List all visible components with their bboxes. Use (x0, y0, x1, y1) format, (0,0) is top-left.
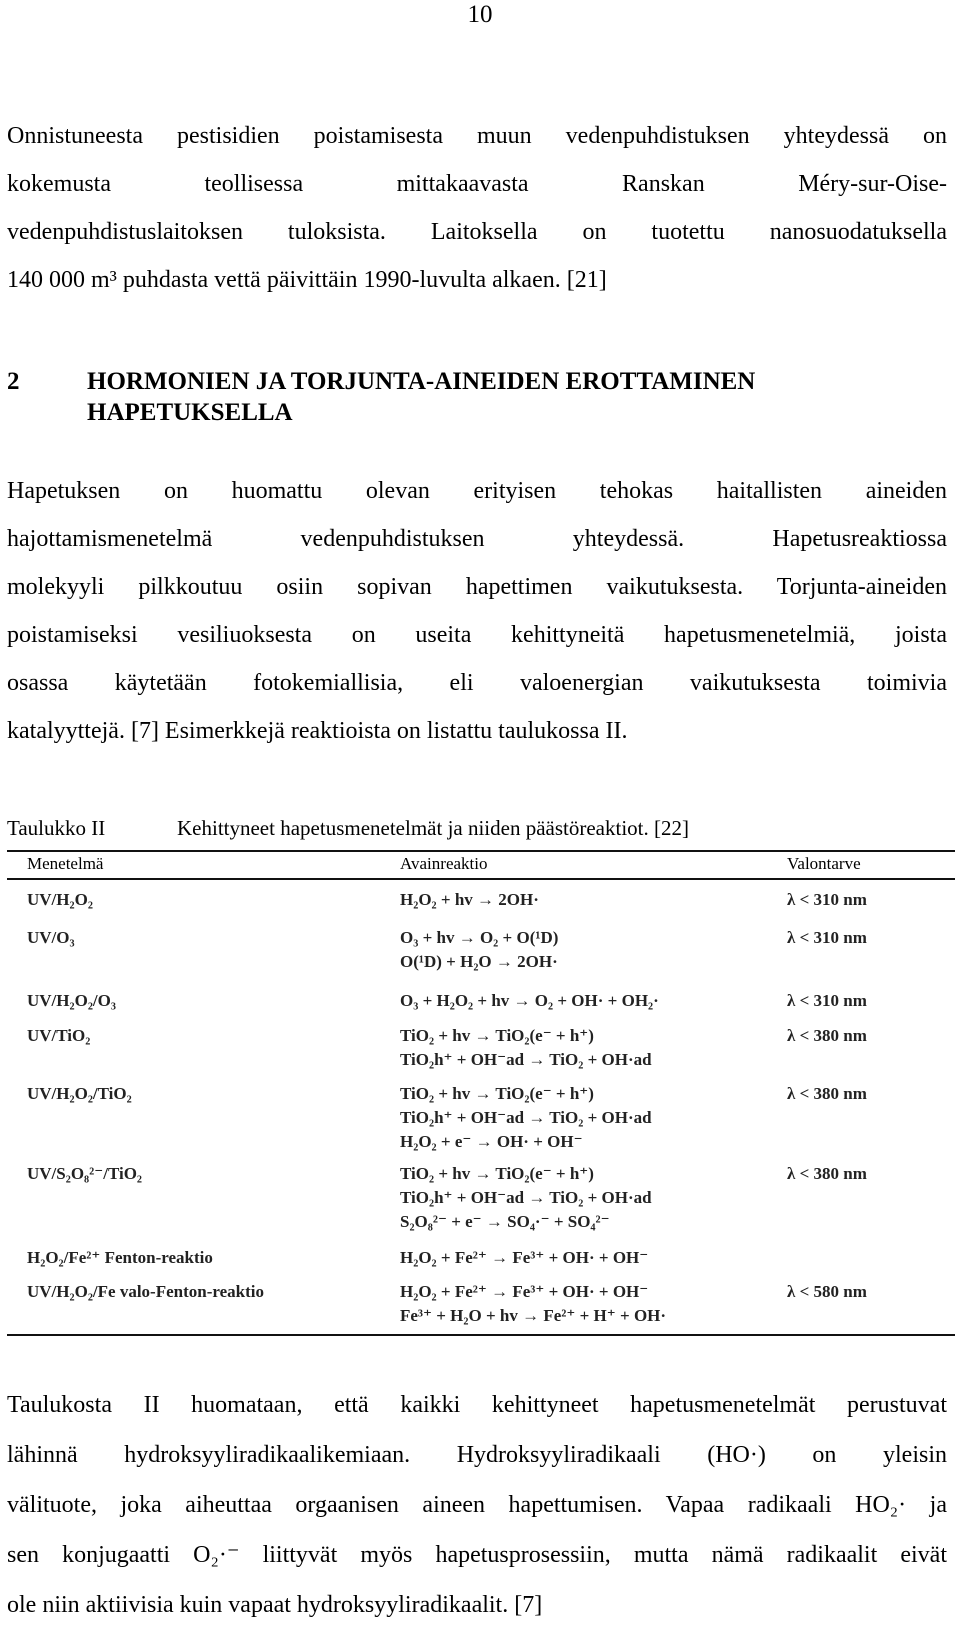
reaction-line: H₂O₂ + hv → 2OH· (400, 890, 539, 909)
cell-light: λ < 380 nm (787, 1026, 867, 1045)
page-number: 10 (467, 1, 493, 28)
reactions-table (7, 848, 955, 1338)
text-line: Hapetuksen on huomattu olevan erityisen tehokas haitallisten aineiden (7, 478, 947, 504)
text-line: katalyyttejä. [7] Esimerkkejä reaktioista on listattu taulukossa II. (7, 718, 628, 744)
table-caption-label: Taulukko II (7, 816, 106, 840)
text-line: Onnistuneesta pestisidien poistamisesta muun vedenpuhdistuksen yhteydessä on (7, 123, 947, 149)
reaction-line: TiO₂ + hv → TiO₂(e⁻ + h⁺) (400, 1164, 594, 1183)
reaction-line: O₃ + hv → O₂ + O(¹D) (400, 928, 559, 947)
reaction-line: H₂O₂ + Fe²⁺ → Fe³⁺ + OH· + OH⁻ (400, 1282, 649, 1301)
cell-method: UV/H₂O₂/O₃ (27, 991, 116, 1010)
section-number: 2 (7, 368, 20, 395)
text-line: 140 000 m³ puhdasta vettä päivittäin 1990-luvulta alkaen. [21] (7, 267, 607, 293)
cell-method: UV/S₂O₈²⁻/TiO₂ (27, 1164, 143, 1183)
cell-light: λ < 310 nm (787, 890, 867, 909)
closing-paragraph (7, 1380, 947, 1630)
cell-reaction (400, 1246, 648, 1270)
cell-reaction (400, 989, 659, 1013)
text-line: kokemusta teollisessa mittakaavasta Ranskan Méry-sur-Oise- (7, 171, 947, 197)
cell-reaction (400, 1024, 652, 1072)
text-line: Taulukosta II huomataan, että kaikki kehittyneet hapetusmenetelmät perustuvat (7, 1392, 947, 1418)
reaction-line: TiO₂ + hv → TiO₂(e⁻ + h⁺) (400, 1026, 594, 1045)
table-rule-header (7, 878, 955, 880)
text-line: ole niin aktiivisia kuin vapaat hydroksyyliradikaalit. [7] (7, 1592, 543, 1618)
cell-reaction (400, 1082, 652, 1154)
text-line: lähinnä hydroksyyliradikaalikemiaan. Hydroksyyliradikaali (HO·) on yleisin (7, 1442, 947, 1468)
reaction-line: Fe³⁺ + H₂O + hv → Fe²⁺ + H⁺ + OH· (400, 1306, 667, 1325)
reaction-line: TiO₂h⁺ + OH⁻ad → TiO₂ + OH·ad (400, 1188, 652, 1207)
section-heading (7, 366, 755, 428)
reaction-line: TiO₂h⁺ + OH⁻ad → TiO₂ + OH·ad (400, 1050, 652, 1069)
cell-light: λ < 310 nm (787, 928, 867, 947)
text-line: poistamiseksi vesiliuoksesta on useita kehittyneitä hapetusmenetelmiä, joista (7, 622, 947, 648)
header-reaction: Avainreaktio (400, 854, 488, 873)
reaction-line: H₂O₂ + e⁻ → OH· + OH⁻ (400, 1132, 583, 1151)
header-method: Menetelmä (27, 854, 104, 873)
text-line: molekyyli pilkkoutuu osiin sopivan hapettimen vaikutuksesta. Torjunta-aineiden (7, 574, 947, 600)
reaction-line: TiO₂h⁺ + OH⁻ad → TiO₂ + OH·ad (400, 1108, 652, 1127)
text-line: välituote, joka aiheuttaa orgaanisen aineen hapettumisen. Vapaa radikaali HO₂· ja (7, 1492, 947, 1518)
table-caption-text: Kehittyneet hapetusmenetelmät ja niiden päästöreaktiot. [22] (177, 816, 689, 840)
intro-paragraph (7, 112, 947, 304)
cell-reaction (400, 1162, 652, 1234)
cell-method: UV/H₂O₂ (27, 890, 93, 909)
cell-method: H₂O₂/Fe²⁺ Fenton-reaktio (27, 1248, 213, 1267)
reaction-line: H₂O₂ + Fe²⁺ → Fe³⁺ + OH· + OH⁻ (400, 1248, 649, 1267)
reaction-line: TiO₂ + hv → TiO₂(e⁻ + h⁺) (400, 1084, 594, 1103)
cell-reaction (400, 888, 539, 912)
cell-light: λ < 580 nm (787, 1282, 867, 1301)
text-line: vedenpuhdistuslaitoksen tuloksista. Laitoksella on tuotettu nanosuodatuksella (7, 219, 947, 245)
cell-light: λ < 380 nm (787, 1164, 867, 1183)
table-rule-bottom (7, 1334, 955, 1336)
table-caption (7, 815, 689, 841)
table-rule-top (7, 850, 955, 852)
reaction-line: O(¹D) + H₂O → 2OH· (400, 952, 558, 971)
cell-reaction (400, 1280, 666, 1328)
cell-method: UV/O₃ (27, 928, 75, 947)
cell-method: UV/H₂O₂/Fe valo-Fenton-reaktio (27, 1282, 264, 1301)
reaction-line: O₃ + H₂O₂ + hv → O₂ + OH· + OH₂· (400, 991, 659, 1010)
body-paragraph (7, 467, 947, 755)
text-line: sen konjugaatti O₂·⁻ liittyvät myös hapetusprosessiin, mutta nämä radikaalit eivät (7, 1542, 947, 1568)
cell-method: UV/H₂O₂/TiO₂ (27, 1084, 132, 1103)
cell-reaction (400, 926, 558, 974)
text-line: hajottamismenetelmä vedenpuhdistuksen yhteydessä. Hapetusreaktiossa (7, 526, 947, 552)
header-light: Valontarve (787, 854, 861, 873)
text-line: osassa käytetään fotokemiallisia, eli valoenergian vaikutuksesta toimivia (7, 670, 947, 696)
cell-light: λ < 310 nm (787, 991, 867, 1010)
reaction-line: S₂O₈²⁻ + e⁻ → SO₄·⁻ + SO₄²⁻ (400, 1212, 610, 1231)
section-title-line1: HORMONIEN JA TORJUNTA-AINEIDEN EROTTAMINEN (87, 368, 756, 395)
section-title-line2: HAPETUKSELLA (87, 399, 293, 426)
cell-method: UV/TiO₂ (27, 1026, 91, 1045)
cell-light: λ < 380 nm (787, 1084, 867, 1103)
